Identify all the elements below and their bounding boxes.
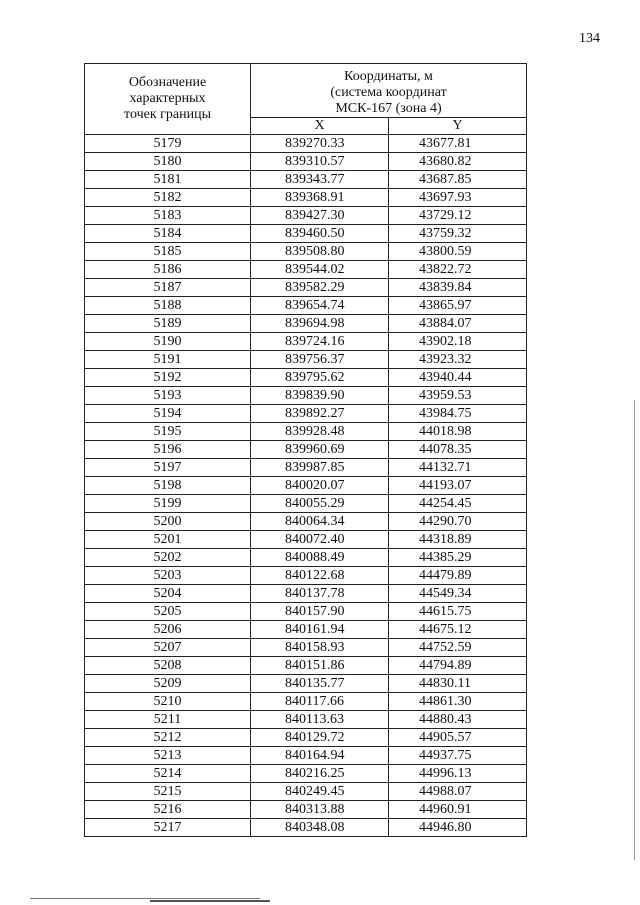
point-header-line: характерных [129,91,206,106]
table-row [85,225,527,243]
point-cell: 5185 [85,243,251,261]
point-cell: 5183 [85,207,251,225]
point-header-line: Обозначение [128,75,207,90]
point-column-header [85,64,251,135]
table-row [85,639,527,657]
point-cell: 5206 [85,621,251,639]
table-row [85,531,527,549]
table-row [85,315,527,333]
y-cell: 44960.91 [389,801,527,819]
table-row [85,279,527,297]
point-cell: 5192 [85,369,251,387]
y-cell: 44385.29 [389,549,527,567]
y-cell: 44254.45 [389,495,527,513]
x-cell: 840216.25 [251,765,389,783]
coords-header-line: Координаты, м [344,69,433,84]
table-row [85,711,527,729]
y-cell: 44905.57 [389,729,527,747]
x-cell: 839270.33 [251,135,389,153]
point-cell: 5207 [85,639,251,657]
point-cell: 5215 [85,783,251,801]
table-row [85,675,527,693]
x-cell: 839987.85 [251,459,389,477]
x-cell: 839756.37 [251,351,389,369]
point-cell: 5186 [85,261,251,279]
point-cell: 5200 [85,513,251,531]
table-row [85,135,527,153]
x-cell: 840020.07 [251,477,389,495]
y-cell: 43923.32 [389,351,527,369]
y-column-header: Y [389,118,527,135]
point-cell: 5197 [85,459,251,477]
y-cell: 43677.81 [389,135,527,153]
point-cell: 5179 [85,135,251,153]
y-cell: 44946.80 [389,819,527,837]
table-row [85,207,527,225]
point-cell: 5210 [85,693,251,711]
table-row [85,585,527,603]
coordinates-table [84,63,527,837]
x-cell: 840129.72 [251,729,389,747]
x-cell: 839310.57 [251,153,389,171]
point-cell: 5193 [85,387,251,405]
table-row [85,333,527,351]
x-cell: 840064.34 [251,513,389,531]
point-cell: 5190 [85,333,251,351]
x-cell: 839654.74 [251,297,389,315]
y-cell: 44937.75 [389,747,527,765]
x-cell: 839724.16 [251,333,389,351]
y-cell: 44078.35 [389,441,527,459]
table-row [85,405,527,423]
y-cell: 44479.89 [389,567,527,585]
point-cell: 5182 [85,189,251,207]
table-row [85,477,527,495]
table-row [85,657,527,675]
x-column-header: X [251,118,389,135]
table-row [85,261,527,279]
point-cell: 5194 [85,405,251,423]
table-row [85,621,527,639]
x-cell: 840088.49 [251,549,389,567]
point-cell: 5181 [85,171,251,189]
point-cell: 5209 [85,675,251,693]
point-cell: 5203 [85,567,251,585]
table-row [85,297,527,315]
coordinates-group-header [251,64,527,118]
table-row [85,603,527,621]
table-row [85,513,527,531]
table-row [85,351,527,369]
x-cell: 839508.80 [251,243,389,261]
x-cell: 840113.63 [251,711,389,729]
y-cell: 43902.18 [389,333,527,351]
x-cell: 840313.88 [251,801,389,819]
x-cell: 839460.50 [251,225,389,243]
y-cell: 43959.53 [389,387,527,405]
x-cell: 839343.77 [251,171,389,189]
page-number: 134 [579,31,600,46]
y-cell: 44830.11 [389,675,527,693]
y-cell: 43940.44 [389,369,527,387]
y-cell: 43800.59 [389,243,527,261]
table-row [85,441,527,459]
table-row [85,153,527,171]
y-cell: 43680.82 [389,153,527,171]
y-cell: 44018.98 [389,423,527,441]
y-cell: 43759.32 [389,225,527,243]
y-cell: 43729.12 [389,207,527,225]
point-cell: 5191 [85,351,251,369]
point-cell: 5189 [85,315,251,333]
table-row [85,729,527,747]
point-cell: 5184 [85,225,251,243]
table-row [85,783,527,801]
y-cell: 44193.07 [389,477,527,495]
point-cell: 5196 [85,441,251,459]
y-cell: 44880.43 [389,711,527,729]
x-cell: 840072.40 [251,531,389,549]
x-cell: 839694.98 [251,315,389,333]
y-cell: 44996.13 [389,765,527,783]
y-cell: 43822.72 [389,261,527,279]
y-cell: 43884.07 [389,315,527,333]
point-cell: 5198 [85,477,251,495]
table-row [85,495,527,513]
y-cell: 43984.75 [389,405,527,423]
point-cell: 5180 [85,153,251,171]
point-cell: 5213 [85,747,251,765]
table-row [85,747,527,765]
point-cell: 5195 [85,423,251,441]
y-cell: 44861.30 [389,693,527,711]
table-row [85,801,527,819]
table-row [85,189,527,207]
y-cell: 44988.07 [389,783,527,801]
x-cell: 839892.27 [251,405,389,423]
x-cell: 840122.68 [251,567,389,585]
point-cell: 5216 [85,801,251,819]
x-cell: 840161.94 [251,621,389,639]
x-cell: 839368.91 [251,189,389,207]
table-row [85,549,527,567]
x-cell: 839960.69 [251,441,389,459]
table-row [85,423,527,441]
point-cell: 5187 [85,279,251,297]
table-row [85,819,527,837]
point-cell: 5199 [85,495,251,513]
point-cell: 5217 [85,819,251,837]
point-cell: 5208 [85,657,251,675]
x-cell: 840157.90 [251,603,389,621]
x-cell: 840164.94 [251,747,389,765]
table-row [85,171,527,189]
y-cell: 44752.59 [389,639,527,657]
table-row [85,693,527,711]
scan-edge-line [634,400,635,860]
x-cell: 840249.45 [251,783,389,801]
point-cell: 5214 [85,765,251,783]
y-cell: 44132.71 [389,459,527,477]
x-cell: 839544.02 [251,261,389,279]
x-cell: 839582.29 [251,279,389,297]
coords-header-line: (система координат [330,85,447,100]
x-cell: 840117.66 [251,693,389,711]
x-cell: 839795.62 [251,369,389,387]
y-cell: 44290.70 [389,513,527,531]
x-cell: 840158.93 [251,639,389,657]
x-cell: 840348.08 [251,819,389,837]
point-cell: 5205 [85,603,251,621]
point-cell: 5211 [85,711,251,729]
table-row [85,387,527,405]
scan-bottom-artifact [0,897,640,905]
point-cell: 5212 [85,729,251,747]
x-cell: 840055.29 [251,495,389,513]
x-cell: 840137.78 [251,585,389,603]
x-cell: 839839.90 [251,387,389,405]
table-row [85,567,527,585]
point-cell: 5204 [85,585,251,603]
y-cell: 44794.89 [389,657,527,675]
y-cell: 44549.34 [389,585,527,603]
x-cell: 840135.77 [251,675,389,693]
table-body [85,135,527,837]
coords-header-line: МСК-167 (зона 4) [335,101,442,116]
x-cell: 839427.30 [251,207,389,225]
y-cell: 43697.93 [389,189,527,207]
point-cell: 5201 [85,531,251,549]
point-cell: 5202 [85,549,251,567]
table-row [85,369,527,387]
table-row [85,459,527,477]
y-cell: 43687.85 [389,171,527,189]
x-cell: 840151.86 [251,657,389,675]
table-row [85,765,527,783]
y-cell: 44675.12 [389,621,527,639]
x-cell: 839928.48 [251,423,389,441]
point-header-line: точек границы [124,107,211,122]
y-cell: 43865.97 [389,297,527,315]
table-row [85,243,527,261]
table-header [85,64,527,135]
y-cell: 43839.84 [389,279,527,297]
y-cell: 44318.89 [389,531,527,549]
y-cell: 44615.75 [389,603,527,621]
point-cell: 5188 [85,297,251,315]
